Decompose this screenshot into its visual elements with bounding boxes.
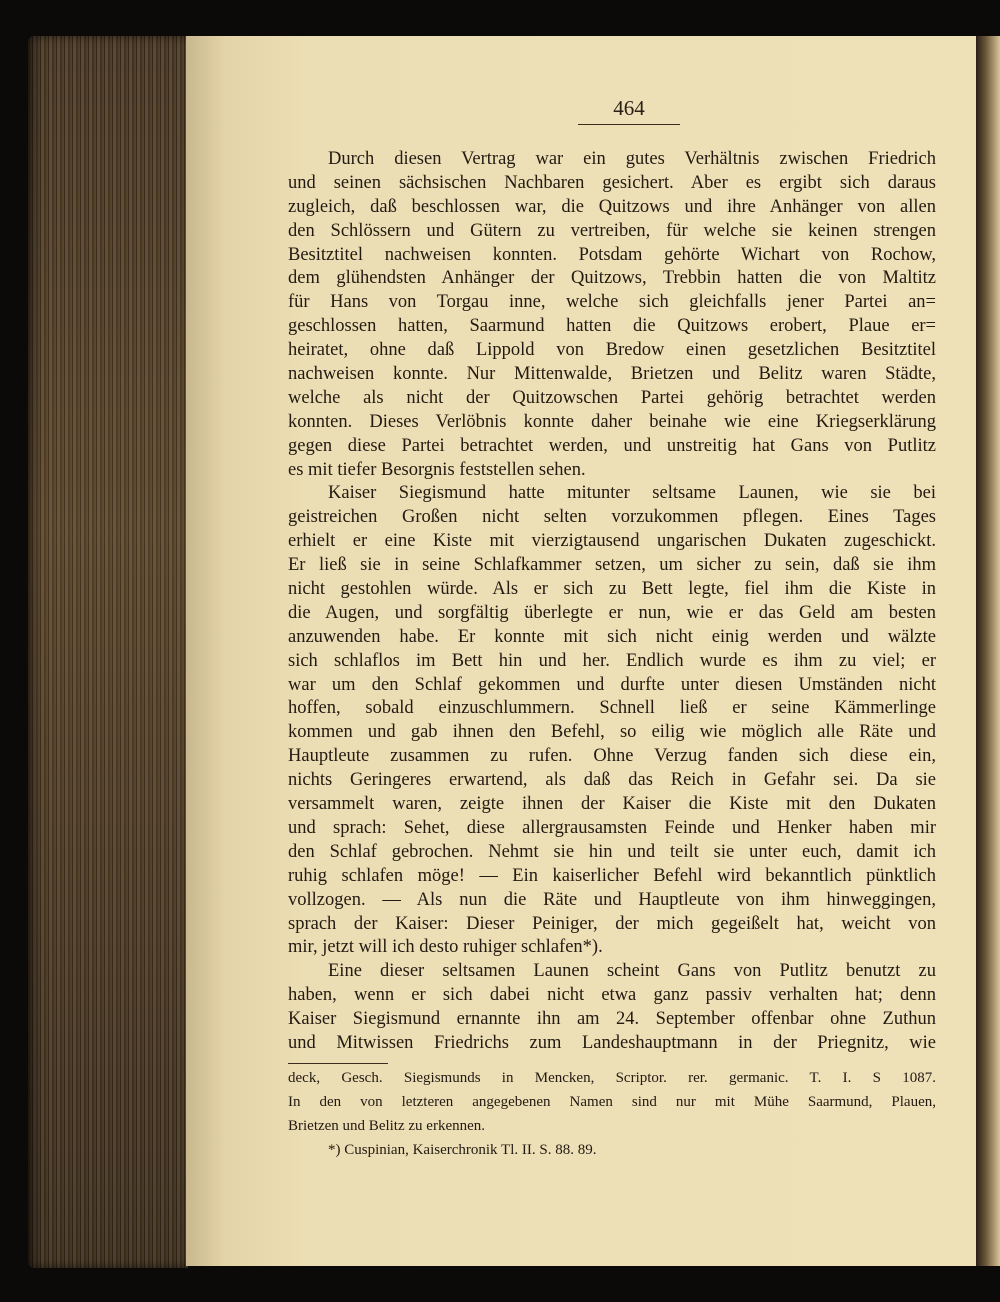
text-line: geistreichen Großen nicht selten vorzukommen pflegen. Eines Tages	[288, 507, 936, 528]
text-line: und Mitwissen Friedrichs zum Landeshauptmann in der Priegnitz, wie	[288, 1032, 936, 1053]
text-line: haben, wenn er sich dabei nicht etwa ganz passiv verhalten hat; denn	[288, 985, 936, 1006]
text-line: deck, Gesch. Siegismunds in Mencken, Scriptor. rer. germanic. T. I. S 1087.	[288, 1070, 936, 1086]
page-number-rule	[578, 124, 680, 125]
text-line: kommen und gab ihnen den Befehl, so eilig wie möglich alle Räte und	[288, 722, 936, 743]
text-line: und sprach: Sehet, diese allergrausamsten Feinde und Henker haben mir	[288, 817, 936, 838]
text-line: zugleich, daß beschlossen war, die Quitzows und ihre Anhänger von allen	[288, 196, 936, 217]
body-text	[288, 148, 936, 1056]
paragraph	[288, 482, 936, 960]
text-line: nicht gestohlen würde. Als er sich zu Bett legte, fiel ihm die Kiste in	[288, 579, 936, 600]
text-line: hoffen, sobald einzuschlummern. Schnell ließ er seine Kämmerlinge	[288, 698, 936, 719]
text-line: ruhig schlafen möge! — Ein kaiserlicher Befehl wird bekanntlich pünktlich	[288, 865, 936, 886]
text-line: Eine dieser seltsamen Launen scheint Gans von Putlitz benutzt zu	[328, 961, 936, 982]
text-line: In den von letzteren angegebenen Namen sind nur mit Mühe Saarmund, Plauen,	[288, 1093, 936, 1110]
text-line: geschlossen hatten, Saarmund hatten die Quitzows erobert, Plaue er=	[288, 316, 936, 337]
text-line: Hauptleute zusammen zu rufen. Ohne Verzug fanden sich diese ein,	[288, 746, 936, 767]
text-line: erhielt er eine Kiste mit vierzigtausend ungarischen Dukaten zugeschickt.	[288, 531, 936, 552]
text-line: Brietzen und Belitz zu erkennen.	[288, 1117, 486, 1134]
text-line: gegen diese Partei betrachtet werden, und unstreitig hat Gans von Putlitz	[288, 435, 936, 456]
book-page-edges	[28, 36, 188, 1268]
text-line: die Augen, und sorgfältig überlegte er nun, wie er das Geld am besten	[288, 602, 936, 623]
text-line: Kaiser Siegismund ernannte ihn am 24. September offenbar ohne Zuthun	[288, 1009, 936, 1030]
text-line: konnten. Dieses Verlöbnis konnte daher beinahe wie eine Kriegserklärung	[288, 411, 936, 432]
text-line: es mit tiefer Besorgnis feststellen sehen.	[288, 459, 586, 480]
text-line: mir, jetzt will ich desto ruhiger schlafen*).	[288, 937, 603, 958]
paragraph	[288, 148, 936, 482]
text-line: dem glühendsten Anhänger der Quitzows, Trebbin hatten die von Maltitz	[288, 268, 936, 289]
text-line: und seinen sächsischen Nachbaren gesichert. Aber es ergibt sich daraus	[288, 172, 936, 193]
text-line: sich schlaflos im Bett hin und her. Endlich wurde es ihm zu viel; er	[288, 650, 936, 671]
text-line: den Schlössern und Gütern zu vertreiben, für welche sie keinen strengen	[288, 220, 936, 241]
text-line: nachweisen konnte. Nur Mittenwalde, Brietzen und Belitz waren Städte,	[288, 364, 936, 385]
text-line: sprach der Kaiser: Dieser Peiniger, der mich gegeißelt hat, weicht von	[288, 913, 936, 934]
text-line: heiratet, ohne daß Lippold von Bredow einen gesetzlichen Besitztitel	[288, 340, 936, 361]
facing-page-edge	[976, 36, 1000, 1266]
text-line: nichts Geringeres erwartend, als daß das Reich in Gefahr sei. Da sie	[288, 770, 936, 791]
paragraph	[288, 960, 936, 1056]
footnote	[288, 1140, 936, 1164]
page-number: 464	[613, 96, 645, 120]
text-line: Durch diesen Vertrag war ein gutes Verhältnis zwischen Friedrich	[328, 149, 936, 169]
text-line: versammelt waren, zeigte ihnen der Kaiser die Kiste mit den Dukaten	[288, 794, 936, 815]
text-line: *) Cuspinian, Kaiserchronik Tl. II. S. 88. 89.	[328, 1141, 597, 1158]
text-line: war um den Schlaf gekommen und durfte unter diesen Umständen nicht	[288, 674, 936, 695]
text-line: Kaiser Siegismund hatte mitunter seltsame Launen, wie sie bei	[328, 483, 936, 504]
text-line: für Hans von Torgau inne, welche sich gleichfalls jener Partei an=	[288, 292, 936, 313]
footnote-separator	[288, 1063, 388, 1064]
footnotes	[288, 1068, 936, 1164]
text-line: anzuwenden habe. Er konnte mit sich nicht einig werden und wälzte	[288, 626, 936, 647]
text-line: Er ließ sie in seine Schlafkammer setzen, um sicher zu sein, daß sie ihm	[288, 555, 936, 576]
text-line: vollzogen. — Als nun die Räte und Hauptleute von ihm hinweggingen,	[288, 889, 936, 910]
text-line: welche als nicht der Quitzowschen Partei gehörig betrachtet werden	[288, 387, 936, 408]
text-line: den Schlaf gebrochen. Nehmt sie hin und teilt sie unter euch, damit ich	[288, 841, 936, 862]
text-line: Besitztitel nachweisen konnten. Potsdam gehörte Wichart von Rochow,	[288, 244, 936, 265]
footnote	[288, 1068, 936, 1140]
